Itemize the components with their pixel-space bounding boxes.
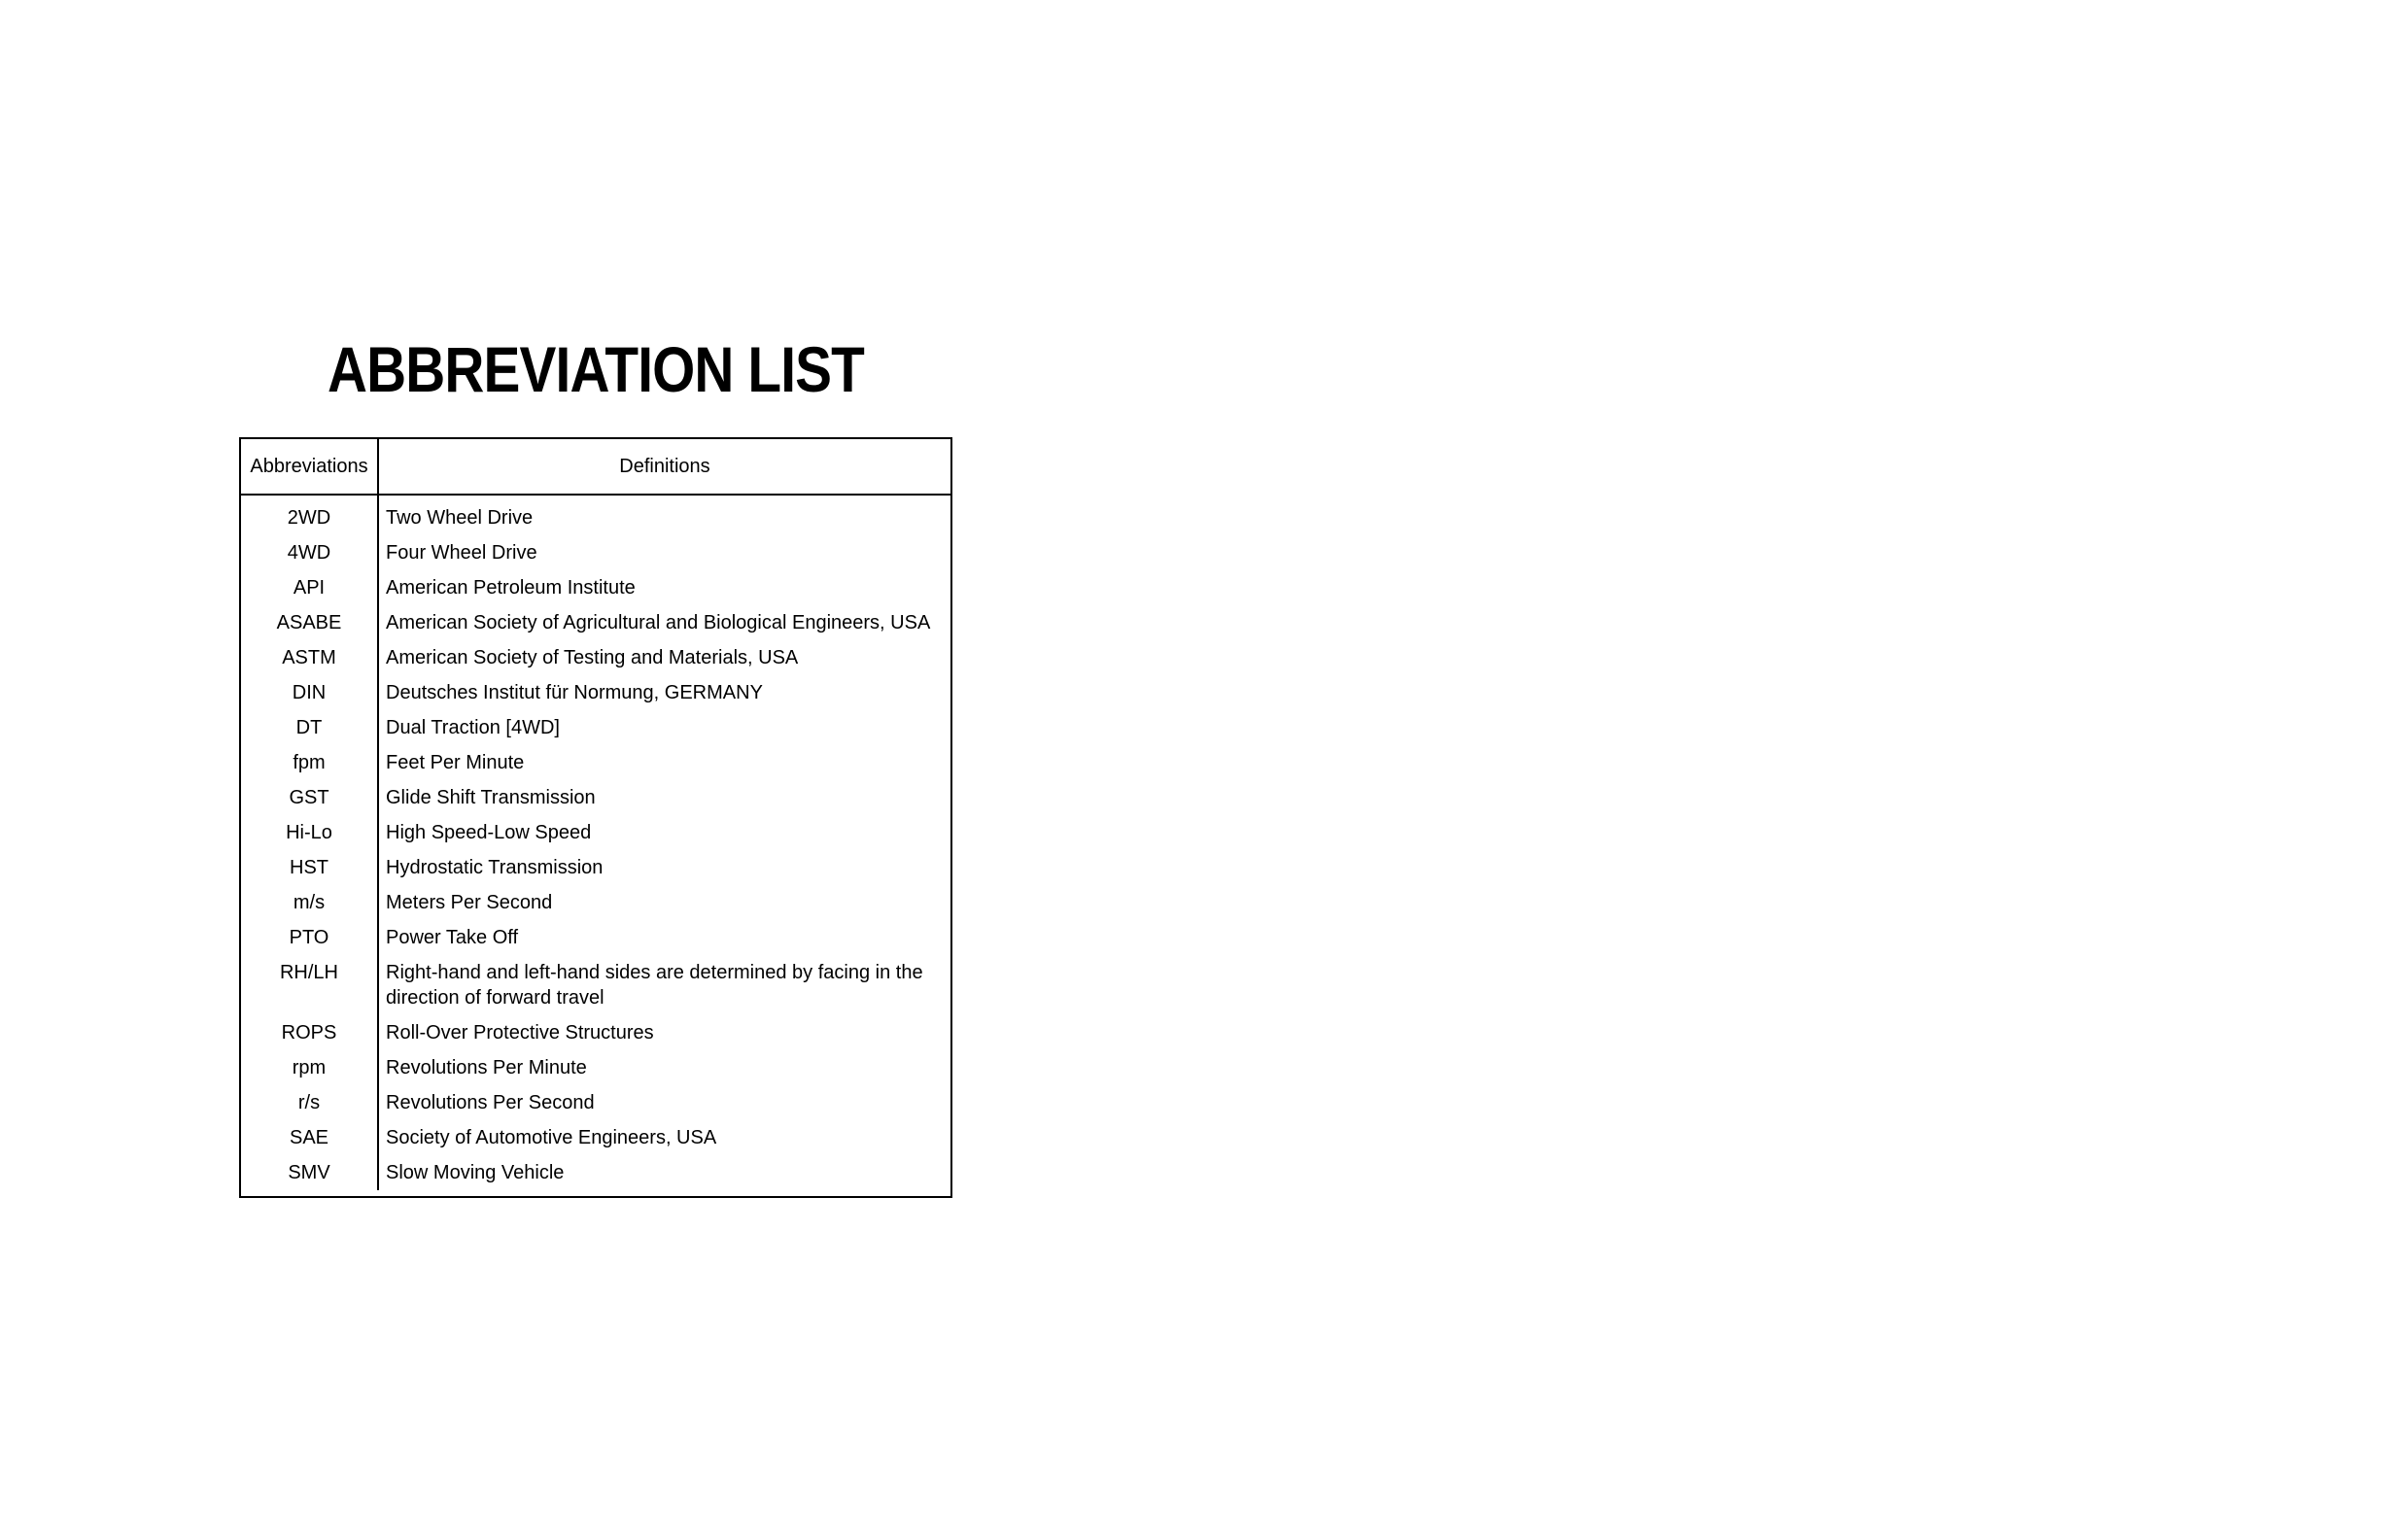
abbreviation-cell: Hi-Lo xyxy=(241,815,378,850)
abbreviation-cell: ASTM xyxy=(241,640,378,675)
abbreviation-cell: ASABE xyxy=(241,605,378,640)
abbreviation-cell: DT xyxy=(241,710,378,745)
definition-cell: Power Take Off xyxy=(386,927,518,948)
table-row xyxy=(241,535,950,570)
abbreviation-cell: PTO xyxy=(241,920,378,955)
abbreviation-cell: DIN xyxy=(241,675,378,710)
definition-cell: Society of Automotive Engineers, USA xyxy=(386,1127,717,1148)
table-row xyxy=(241,1085,950,1120)
definition-cell: Two Wheel Drive xyxy=(386,507,534,529)
definition-cell: American Society of Testing and Materials, USA xyxy=(386,647,799,668)
abbreviation-cell: SAE xyxy=(241,1120,378,1155)
abbreviation-table-frame xyxy=(239,437,952,1198)
table-row xyxy=(241,570,950,605)
table-row xyxy=(241,850,950,885)
abbreviation-cell: 4WD xyxy=(241,535,378,570)
definition-cell: American Petroleum Institute xyxy=(386,577,636,599)
definition-cell: Feet Per Minute xyxy=(386,752,525,773)
definition-cell: Deutsches Institut für Normung, GERMANY xyxy=(386,682,763,703)
table-row xyxy=(241,1155,950,1190)
table-row xyxy=(241,1050,950,1085)
table-row xyxy=(241,920,950,955)
definition-cell: Hydrostatic Transmission xyxy=(386,857,604,878)
definition-cell: Right-hand and left-hand sides are determined by facing in the direction of forward travel xyxy=(386,962,923,1009)
definition-cell: Meters Per Second xyxy=(386,892,553,913)
table-header-row xyxy=(241,439,950,495)
abbreviation-cell: ROPS xyxy=(241,1015,378,1050)
abbreviation-cell: 2WD xyxy=(241,495,378,535)
abbreviation-cell: API xyxy=(241,570,378,605)
table-row xyxy=(241,495,950,535)
table-row xyxy=(241,955,950,1015)
abbreviation-cell: SMV xyxy=(241,1155,378,1190)
abbreviation-cell: r/s xyxy=(241,1085,378,1120)
definition-cell: Roll-Over Protective Structures xyxy=(386,1022,654,1044)
table-row xyxy=(241,815,950,850)
definition-cell: Dual Traction [4WD] xyxy=(386,717,560,738)
table-row xyxy=(241,780,950,815)
page-title: ABBREVIATION LIST xyxy=(328,333,864,405)
abbreviation-cell: rpm xyxy=(241,1050,378,1085)
definition-cell: Revolutions Per Minute xyxy=(386,1057,587,1078)
table-body xyxy=(241,495,950,1190)
header-definitions: Definitions xyxy=(378,439,950,495)
table-row xyxy=(241,605,950,640)
table-row xyxy=(241,710,950,745)
abbreviation-cell: fpm xyxy=(241,745,378,780)
table-row xyxy=(241,1015,950,1050)
table-row xyxy=(241,675,950,710)
table-row xyxy=(241,885,950,920)
definition-cell: High Speed-Low Speed xyxy=(386,822,592,843)
abbreviation-cell: m/s xyxy=(241,885,378,920)
definition-cell: Four Wheel Drive xyxy=(386,542,537,564)
table-row xyxy=(241,640,950,675)
definition-cell: American Society of Agricultural and Biological Engineers, USA xyxy=(386,612,931,633)
abbreviation-cell: GST xyxy=(241,780,378,815)
abbreviation-cell: HST xyxy=(241,850,378,885)
definition-cell: Slow Moving Vehicle xyxy=(386,1162,565,1183)
table-row xyxy=(241,745,950,780)
definition-cell: Revolutions Per Second xyxy=(386,1092,595,1113)
abbreviation-cell: RH/LH xyxy=(241,955,378,1015)
definition-cell: Glide Shift Transmission xyxy=(386,787,596,808)
abbreviation-table xyxy=(241,439,950,1190)
table-row xyxy=(241,1120,950,1155)
header-abbreviations: Abbreviations xyxy=(241,439,378,495)
